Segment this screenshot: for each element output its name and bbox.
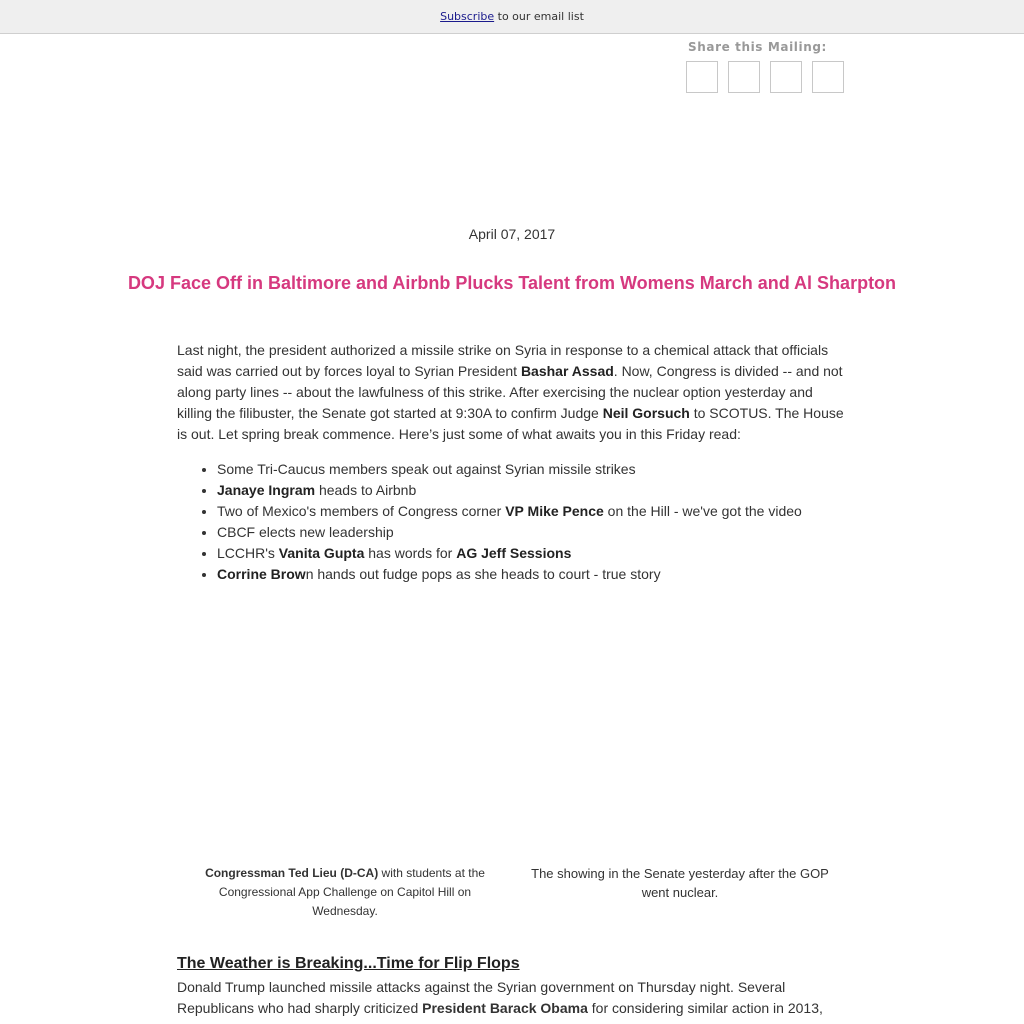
item-5-bold-1: Vanita Gupta	[278, 545, 365, 561]
list-item	[217, 564, 847, 585]
intro-text-1: Last night, the president authorized a missile strike on Syria in response to a chemical attack that officials said was carried out by forces loyal to Syrian President	[177, 342, 829, 379]
intro-paragraph	[177, 340, 847, 445]
item-4-text: CBCF elects new leadership	[217, 524, 394, 540]
subscribe-link[interactable]: Subscribe	[440, 10, 495, 23]
share-icon-3[interactable]	[770, 61, 802, 93]
photo-captions	[195, 864, 835, 921]
section-text-1: Donald Trump launched missile attacks against the Syrian government on Thursday night. Several Republicans who had sharply criticized	[177, 979, 786, 1016]
item-5-text-1: LCCHR's	[217, 545, 279, 561]
list-item	[217, 522, 847, 543]
item-2-text: heads to Airbnb	[315, 482, 417, 498]
section-heading-link[interactable]: The Weather is Breaking...Time for Flip Flops	[177, 955, 520, 972]
list-item	[217, 480, 847, 501]
section-text-2: for considering similar action in 2013,	[587, 1000, 823, 1016]
list-item	[217, 543, 847, 564]
share-panel	[686, 40, 866, 93]
share-icon-1[interactable]	[686, 61, 718, 93]
section-bold-1: President Barack Obama	[422, 1000, 588, 1016]
item-3-bold: VP Mike Pence	[505, 503, 604, 519]
list-item	[217, 501, 847, 522]
item-1-text: Some Tri-Caucus members speak out against Syrian missile strikes	[217, 461, 636, 477]
item-2-bold: Janaye Ingram	[217, 482, 316, 498]
share-icon-4[interactable]	[812, 61, 844, 93]
section-paragraph	[177, 977, 847, 1019]
item-6-text: n hands out fudge pops as she heads to court - true story	[305, 566, 661, 582]
item-6-bold: Corrine Brow	[217, 566, 306, 582]
caption-left-bold: Congressman Ted Lieu (D-CA)	[205, 866, 379, 880]
caption-right: The showing in the Senate yesterday after the GOP went nuclear.	[531, 866, 829, 900]
share-icon-2[interactable]	[728, 61, 760, 93]
item-5-text-2: has words for	[364, 545, 457, 561]
caption-left-text: with students at the Congressional App Challenge on Capitol Hill on Wednesday.	[218, 866, 485, 918]
share-label: Share this Mailing:	[688, 40, 827, 54]
intro-text-2: . Now, Congress is divided -- and not along party lines -- about the lawfulness of this strike. After exercising the nuclear option yesterday and killing the filibuster, the Senate got started at 9:30A to confirm Judge	[177, 363, 843, 421]
intro-text-3: to SCOTUS. The House is out. Let spring break commence. Here’s just some of what awaits you in this Friday read:	[177, 405, 844, 442]
share-icons	[686, 61, 866, 93]
headline: DOJ Face Off in Baltimore and Airbnb Plucks Talent from Womens March and Al Sharpton	[127, 273, 897, 293]
mailing-date: April 07, 2017	[468, 226, 556, 242]
intro-body	[177, 340, 847, 585]
subscribe-bar	[0, 0, 1024, 34]
highlights-list	[177, 459, 847, 585]
intro-bold-1: Bashar Assad	[520, 363, 614, 379]
item-3-text-1: Two of Mexico's members of Congress corner	[217, 503, 506, 519]
subscribe-text: to our email list	[494, 10, 584, 23]
list-item	[217, 459, 847, 480]
item-3-text-2: on the Hill - we've got the video	[603, 503, 802, 519]
item-5-bold-2: AG Jeff Sessions	[456, 545, 572, 561]
caption-left	[195, 864, 495, 921]
intro-bold-2: Neil Gorsuch	[602, 405, 690, 421]
